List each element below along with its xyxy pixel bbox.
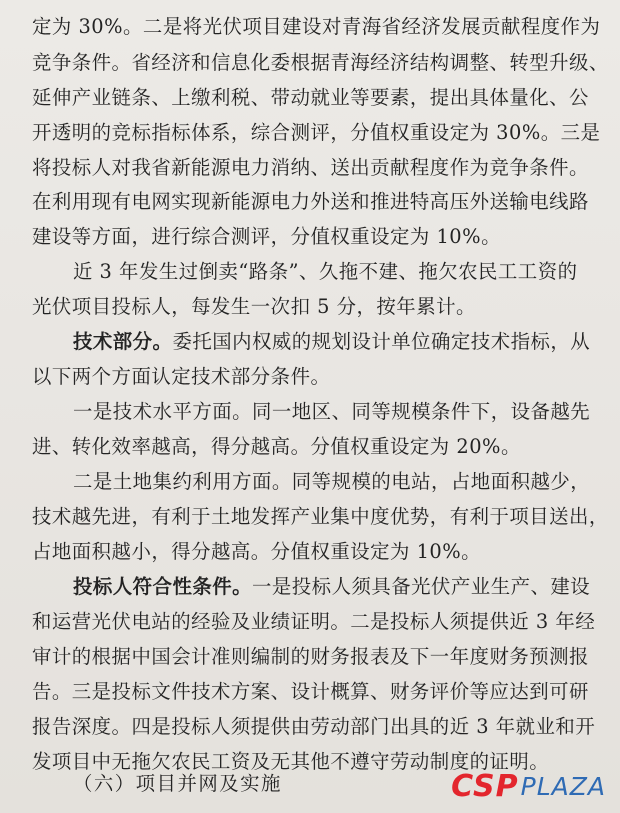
text-line: 竞争条件。省经济和信息化委根据青海经济结构调整、转型升级、 xyxy=(32,51,609,74)
text-line: 告。三是投标文件技术方案、设计概算、财务评价等应达到可研 xyxy=(32,680,589,703)
text-line: 一是技术水平方面。同一地区、同等规模条件下，设备越先 xyxy=(73,400,591,423)
text-line: 在利用现有电网实现新能源电力外送和推进特高压外送输电线路 xyxy=(32,190,589,213)
paragraph-tech xyxy=(73,328,590,356)
text-line: 延伸产业链条、上缴利税、带动就业等要素，提出具体量化、公 xyxy=(32,86,589,109)
text-line: 和运营光伏电站的经验及业绩证明。二是投标人须提供近 3 年经 xyxy=(32,610,596,633)
csp-plaza-watermark xyxy=(451,765,606,807)
text-line: 开透明的竞标指标体系，综合测评，分值权重设定为 30%。三是 xyxy=(32,121,601,144)
bold-heading-tech: 技术部分。 xyxy=(73,330,173,353)
text-line: 建设等方面，进行综合测评，分值权重设定为 10%。 xyxy=(32,225,501,248)
text-line: 发项目中无拖欠农民工资及无其他不遵守劳动制度的证明。 xyxy=(32,750,550,773)
text-line: 技术越先进，有利于土地发挥产业集中度优势，有利于项目送出， xyxy=(32,505,609,528)
watermark-csp-text: CSP xyxy=(451,768,519,804)
text-line: 占地面积越小，得分越高。分值权重设定为 10%。 xyxy=(32,540,482,563)
text-line: 定为 30%。二是将光伏项目建设对青海省经济发展贡献程度作为 xyxy=(32,15,601,38)
bold-heading-bidder: 投标人符合性条件。 xyxy=(73,575,253,598)
text-line: 审计的根据中国会计准则编制的财务报表及下一年度财务预测报 xyxy=(32,645,589,668)
text-line: 近 3 年发生过倒卖“路条”、久拖不建、拖欠农民工工资的 xyxy=(73,260,578,283)
text-line: 将投标人对我省新能源电力消纳、送出贡献程度作为竞争条件。 xyxy=(32,156,589,179)
text-line: 光伏项目投标人，每发生一次扣 5 分，按年累计。 xyxy=(32,295,476,318)
text-line: 一是投标人须具备光伏产业生产、建设 xyxy=(252,575,591,598)
paragraph-bidder xyxy=(73,573,590,601)
text-line: 委托国内权威的规划设计单位确定技术指标，从 xyxy=(172,330,591,353)
watermark-plaza-text: PLAZA xyxy=(520,771,606,801)
text-line: 二是土地集约利用方面。同等规模的电站，占地面积越少， xyxy=(73,470,591,493)
section-heading: （六）项目并网及实施 xyxy=(73,772,282,795)
text-line: 以下两个方面认定技术部分条件。 xyxy=(32,365,331,388)
text-line: 报告深度。四是投标人须提供由劳动部门出具的近 3 年就业和开 xyxy=(32,715,596,738)
text-line: 进、转化效率越高，得分越高。分值权重设定为 20%。 xyxy=(32,435,521,458)
